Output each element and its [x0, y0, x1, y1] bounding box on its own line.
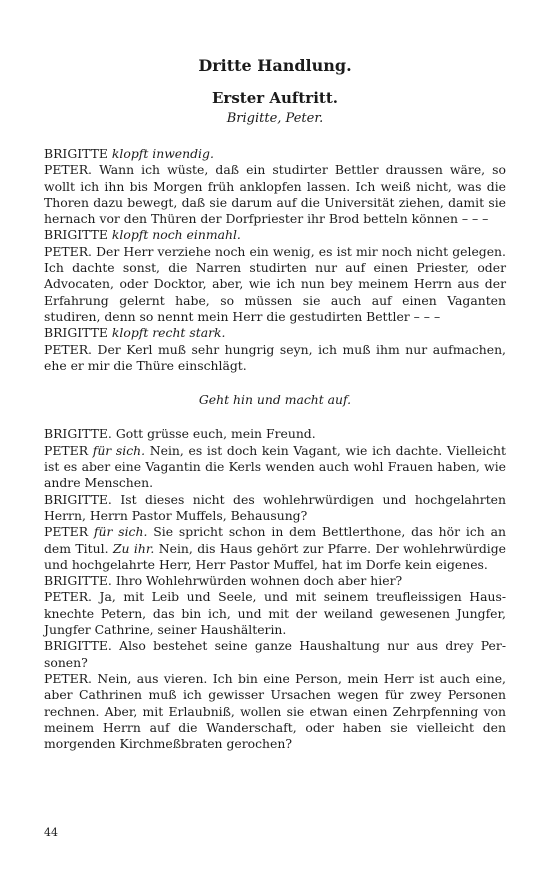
act-title: Dritte Handlung.	[198, 56, 352, 75]
speaker-name: BRIGITTE	[44, 325, 108, 341]
speech-text: Ihro Wohlehrwürden wohnen doch aber hier?	[115, 573, 403, 589]
speech-text: Gott grüsse euch, mein Freund.	[115, 426, 316, 442]
speaker-name: BRIGITTE.	[44, 491, 112, 507]
speech-text: Nein, dis Haus gehört zur Pfarre. Der wohlehrwürdige und hochgelahrte Herr, Herr Pastor Muffel, hat im Dorfe kein eigenes.	[44, 540, 506, 572]
speech	[44, 325, 506, 341]
speech	[44, 443, 506, 492]
speaker-name: BRIGITTE.	[44, 426, 112, 442]
speech	[44, 492, 506, 525]
speech	[44, 426, 506, 442]
speaker-name: PETER	[44, 524, 89, 540]
speaker-name: PETER.	[44, 243, 92, 259]
speaker-name: PETER.	[44, 341, 92, 357]
speech	[44, 146, 506, 162]
speaker-name: PETER.	[44, 670, 92, 686]
stage-direction-inline: klopft inwendig.	[111, 146, 214, 161]
scene-title: Erster Auftritt.	[212, 89, 338, 107]
speech	[44, 342, 506, 375]
speech-text: Nein, aus vieren. Ich bin eine Person, mein Herr ist auch eine, aber Cathrinen muß ich gewisser Ursachen wegen für zwey Personen rechnen. Aber, mit Erlaubniß, wollen sie etwan einen Zehrpfenning von meinem Herrn auf die Wanderschaft, oder haben sie vielleicht den morgenden Kirchmeßbraten gerochen?	[44, 670, 506, 752]
speech	[44, 162, 506, 227]
stage-direction-inline: für sich.	[92, 442, 146, 458]
stage-direction-inline: Zu ihr.	[112, 540, 155, 556]
speech	[44, 671, 506, 752]
speech	[44, 244, 506, 325]
speech-text: Der Herr verziehe noch ein wenig, es ist mir noch nicht gelegen. Ich dachte sonst, die Narren studirten nur auf einen Priester, oder Advocaten, oder Docktor, aber, wie ich nun bey meinem Herrn aus der Erfahrung gelernt habe, so müssen sie auch auf einen Vaganten studiren, denn so nennt mein Herr die gestudirten Bettler – – –	[44, 243, 506, 324]
speaker-name: BRIGITTE	[44, 146, 108, 161]
speaker-name: PETER.	[44, 589, 92, 605]
speech	[44, 638, 506, 671]
speech	[44, 573, 506, 589]
stage-direction-inline: klopft recht stark.	[111, 325, 226, 341]
speaker-name: BRIGITTE.	[44, 638, 112, 654]
cast-list: Brigitte, Peter.	[226, 111, 324, 126]
speaker-name: BRIGITTE	[44, 227, 108, 243]
speech-text: Nein, es ist doch kein Vagant, wie ich dachte. Vielleicht ist es aber eine Vagantin die Kerls wenden auch wohl Frauen haben, wie andre Menschen.	[44, 442, 506, 491]
stage-direction: Geht hin und macht auf.	[198, 392, 352, 408]
speech	[44, 227, 506, 243]
speech	[44, 589, 506, 638]
stage-direction-inline: klopft noch einmahl.	[111, 227, 241, 243]
speech-text: Also bestehet seine ganze Haushaltung nur aus drey Personen?	[44, 638, 506, 670]
speech-text: Der Kerl muß sehr hungrig seyn, ich muß ihm nur aufmachen, ehe er mir die Thüre einschlägt.	[44, 341, 506, 373]
speaker-name: PETER	[44, 442, 89, 458]
stage-direction-inline: für sich.	[93, 524, 148, 540]
speech	[44, 524, 506, 573]
page-number: 44	[44, 826, 58, 839]
speech-text: Ja, mit Leib und Seele, und mit seinem treufleissigen Hausknechte Petern, das bin ich, und mit der weiland gewesenen Jungfer, Jungfer Cathrine, seiner Haushälterin.	[44, 589, 506, 638]
speech-text: Wann ich wüste, daß ein studirter Bettler draussen wäre, so wollt ich ihn bis Morgen früh anklopfen lassen. Ich weiß nicht, was die Thoren dazu bewegt, daß sie darum auf die Universität ziehen, damit sie hernach vor den Thüren der Dorfpriester ihr Brod betteln können – – –	[44, 162, 506, 227]
speech-text: Ist dieses nicht des wohlehrwürdigen und hochgelahrten Herrn, Herrn Pastor Muffels, Behausung?	[44, 491, 506, 523]
speaker-name: BRIGITTE.	[44, 573, 112, 589]
speech-text: Sie spricht schon in dem Bettlerthone, das hör ich an dem Titul.	[44, 524, 506, 556]
speaker-name: PETER.	[44, 162, 92, 178]
